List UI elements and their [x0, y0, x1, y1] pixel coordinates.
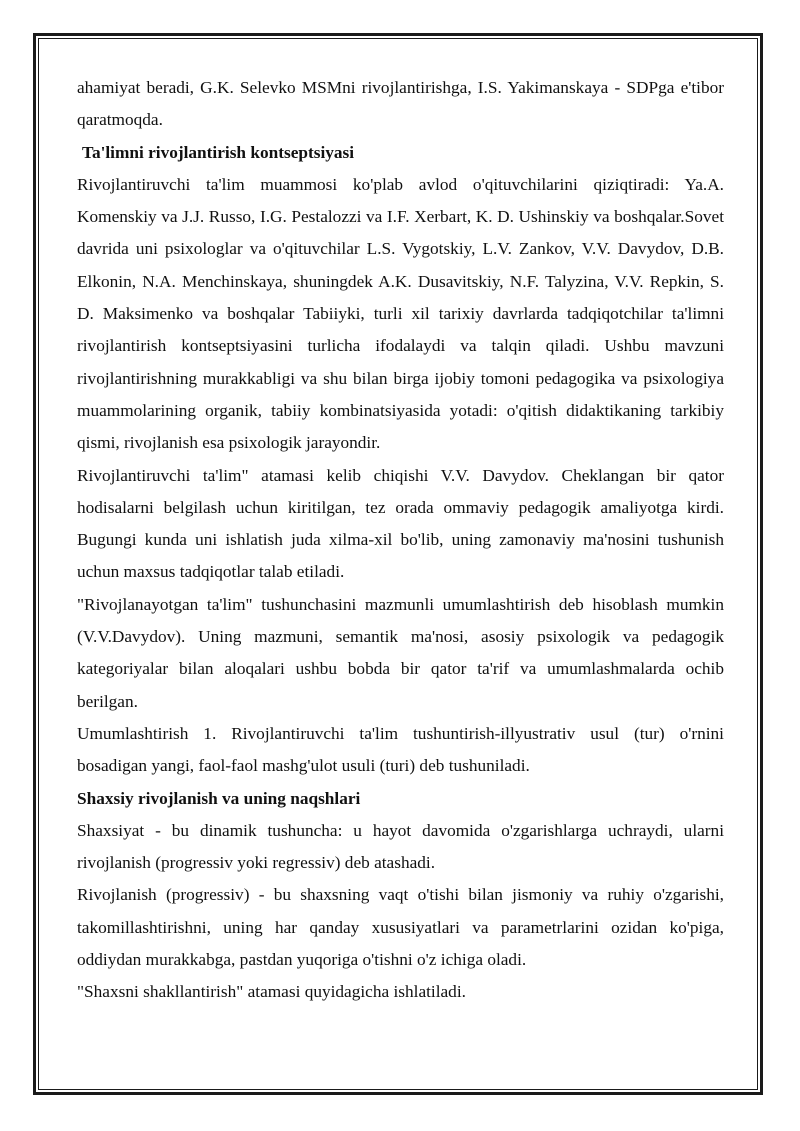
heading-concept: Ta'limni rivojlantirish kontseptsiyasi: [82, 142, 355, 162]
paragraph-intro: ahamiyat beradi, G.K. Selevko MSMni rivojlantirishga, I.S. Yakimanskaya - SDPga e'tibor qaratmoqda.: [77, 78, 724, 130]
document-body: [77, 72, 724, 1009]
paragraph-personality: Shaxsiyat - bu dinamik tushuncha: u hayot davomida o'zgarishlarga uchraydi, ularni rivojlanish (progressiv yoki regressiv) deb atashadi.: [77, 820, 724, 873]
paragraph-term-origin: Rivojlantiruvchi ta'lim" atamasi kelib chiqishi V.V. Davydov. Cheklangan bir qator hodisalarni belgilash uchun kiritilgan, tez orada ommaviy pedagogik amaliyotga kirdi. Bugungi kunda uni ishlatish juda xilma-xil bo'lib, uning zamonaviy ma'nosini tushunish uchun maxsus tadqiqotlar talab etiladi.: [77, 465, 724, 582]
paragraph-developmental-education: Rivojlantiruvchi ta'lim muammosi ko'plab avlod o'qituvchilarini qiziqtiradi: Ya.A. Komenskiy va J.J. Russo, I.G. Pestalozzi va I.F. Xerbart, K. D. Ushinskiy va boshqalar.Sovet davrida uni psixologlar va o'qituvchilar L.S. Vygotskiy, L.V. Zankov, V.V. Davydov, D.B. Elkonin, N.A. Menchinskaya, shuningdek A.K. Dusavitskiy, N.F. Talyzina, V.V. Repkin, S. D. Maksimenko va boshqalar Tabiiyki, turli xil tarixiy davrlarda tadqiqotchilar ta'limni rivojlantirish kontseptsiyasini turlicha ifodalaydi va talqin qiladi. Ushbu mavzuni rivojlantirishning murakkabligi va shu bilan birga ijobiy tomoni pedagogika va psixologiya muammolarining organik, tabiiy kombinatsiyasida yotadi: o'qitish didaktikaning tarkibiy qismi, rivojlanish esa psixologik jarayondir.: [77, 174, 724, 453]
paragraph-progressive: Rivojlanish (progressiv) - bu shaxsning vaqt o'tishi bilan jismoniy va ruhiy o'zgarishi, takomillashtirishni, uning har qanday xususiyatlari va parametrlarini ozidan ko'piga, oddiydan murakkabga, pastdan yuqoriga o'tishni o'z ichiga oladi.: [77, 885, 724, 970]
heading-personal-development: Shaxsiy rivojlanish va uning naqshlari: [77, 788, 361, 808]
paragraph-generalization-1: Umumlashtirish 1. Rivojlantiruvchi ta'lim tushuntirish-illyustrativ usul (tur) o'rnini bosadigan yangi, faol-faol mashg'ulot usuli (turi) deb tushuniladi.: [77, 723, 724, 776]
paragraph-formation: "Shaxsni shakllantirish" atamasi quyidagicha ishlatiladi.: [77, 982, 466, 1002]
paragraph-generalization: "Rivojlanayotgan ta'lim" tushunchasini mazmunli umumlashtirish deb hisoblash mumkin (V.V.Davydov). Uning mazmuni, semantik ma'nosi, asosiy psixologik va pedagogik kategoriyalar bilan aloqalari ushbu bobda bir qator ta'rif va umumlashmalarda ochib berilgan.: [77, 594, 724, 711]
